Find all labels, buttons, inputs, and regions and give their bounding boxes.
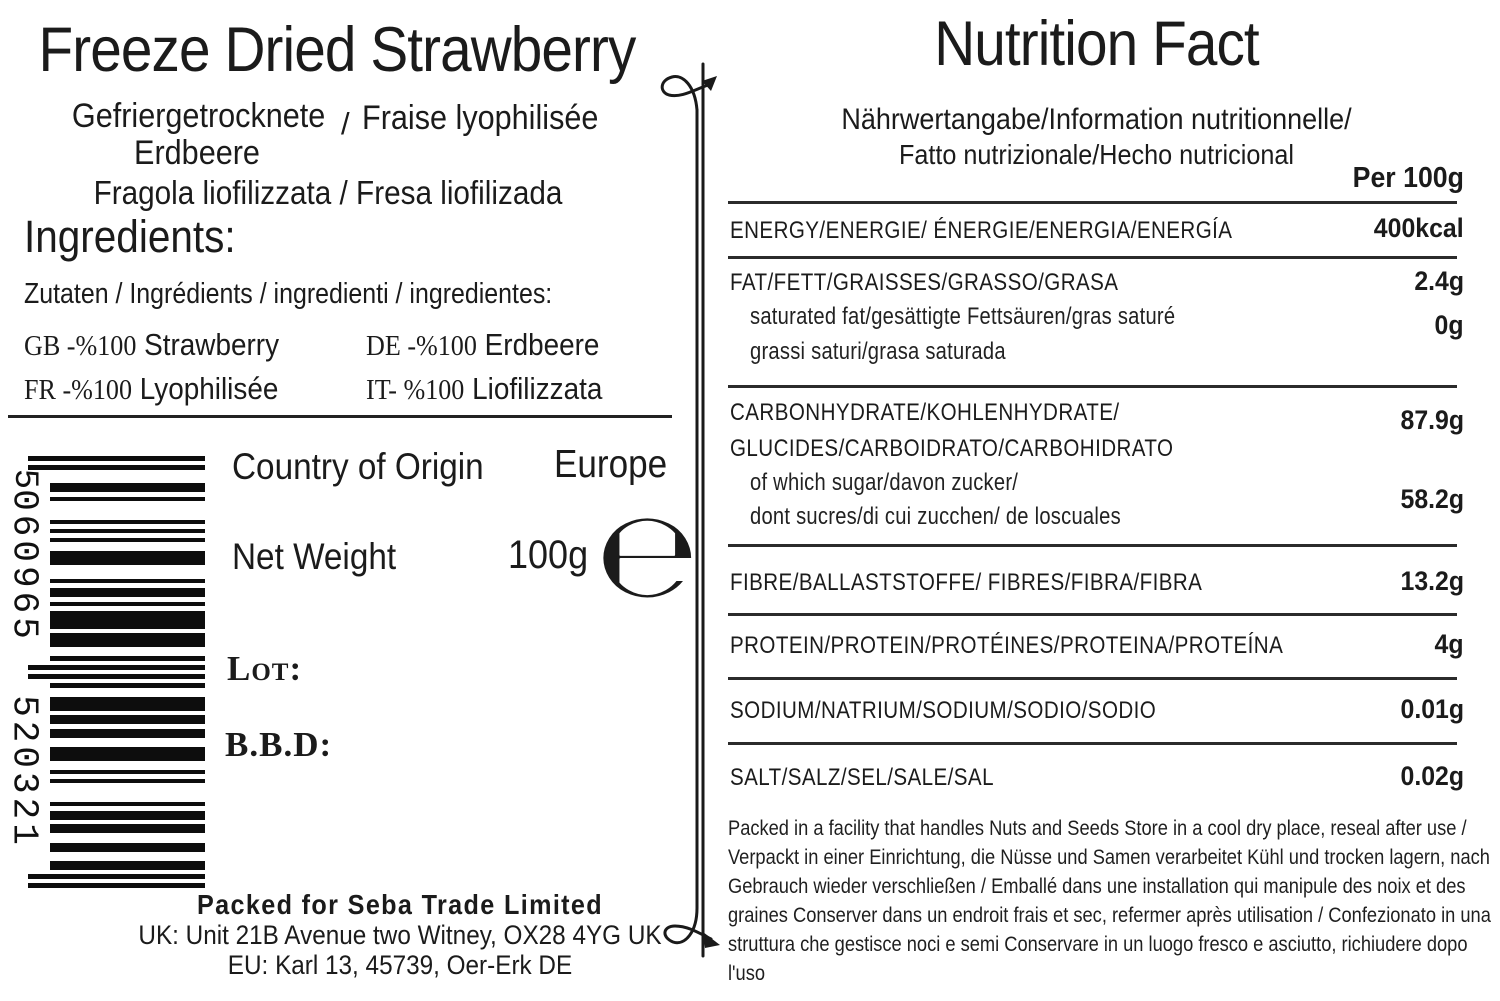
nutrition-subtitle-2: Fatto nutrizionale/Hecho nutricional bbox=[898, 139, 1295, 170]
nutrient-sub-sugar: of which sugar/davon zucker/ bbox=[750, 469, 1019, 496]
nutrient-label-sodium: SODIUM/NATRIUM/SODIUM/SODIO/SODIO bbox=[730, 697, 1157, 724]
lot-label: Lot: bbox=[227, 649, 303, 688]
ingredient-code: GB -%100 bbox=[24, 330, 137, 362]
ingredient-item-de bbox=[366, 327, 599, 363]
ingredient-item-it bbox=[366, 371, 602, 407]
ingredients-heading: Ingredients: bbox=[24, 211, 236, 262]
ingredient-name: Strawberry bbox=[144, 327, 280, 362]
nutrient-sub-sugar-2: dont sucres/di cui zucchen/ de loscuales bbox=[750, 503, 1121, 530]
barcode-digit-lead: 5 bbox=[5, 468, 43, 490]
product-subtitle-fr: Fraise lyophilisée bbox=[362, 99, 599, 137]
nutrition-title: Nutrition Fact bbox=[934, 9, 1259, 79]
ingredient-code: DE -%100 bbox=[366, 330, 477, 362]
ingredient-name: Erdbeere bbox=[484, 327, 600, 362]
table-rule bbox=[728, 385, 1457, 388]
table-rule bbox=[728, 544, 1457, 547]
barcode-digit-group2: 520321 bbox=[3, 695, 45, 849]
ingredient-code: FR -%100 bbox=[24, 374, 133, 406]
subtitle-slash: / bbox=[341, 106, 350, 141]
nutrient-value-protein: 4g bbox=[1435, 629, 1464, 659]
nutrient-value-sugar: 58.2g bbox=[1400, 484, 1464, 514]
nutrient-value-fat: 2.4g bbox=[1414, 266, 1464, 296]
nutrient-value-sodium: 0.01g bbox=[1400, 694, 1464, 724]
nutrient-label-salt: SALT/SALZ/SEL/SALE/SAL bbox=[730, 764, 994, 791]
packer-address-eu: EU: Karl 13, 45739, Oer-Erk DE bbox=[227, 950, 573, 980]
table-rule bbox=[728, 742, 1457, 745]
table-rule bbox=[728, 677, 1457, 680]
barcode-bars bbox=[28, 456, 205, 888]
nutrient-label-carbohydrate: CARBONHYDRATE/KOHLENHYDRATE/ bbox=[730, 399, 1120, 426]
left-panel bbox=[0, 0, 700, 1001]
nutrient-value-saturated-fat: 0g bbox=[1435, 310, 1464, 340]
nutrient-label-protein: PROTEIN/PROTEIN/PROTÉINES/PROTEINA/PROTEÍNA bbox=[730, 632, 1284, 659]
nutrient-label-carbohydrate-2: GLUCIDES/CARBOIDRATO/CARBOHIDRATO bbox=[730, 435, 1174, 462]
left-divider-rule bbox=[8, 415, 672, 418]
ingredient-code: IT- %100 bbox=[366, 374, 465, 406]
estimated-sign-icon: ℮ bbox=[596, 486, 699, 625]
ingredient-item-fr bbox=[24, 371, 278, 407]
packer-name: Packed for Seba Trade Limited bbox=[196, 889, 604, 920]
ingredient-name: Lyophilisée bbox=[139, 371, 279, 406]
ingredients-subheading: Zutaten / Ingrédients / ingredienti / ingredientes: bbox=[24, 278, 553, 310]
table-rule bbox=[728, 613, 1457, 616]
country-of-origin-value: Europe bbox=[554, 443, 668, 486]
table-rule bbox=[728, 256, 1457, 259]
nutrient-value-energy: 400kcal bbox=[1374, 213, 1464, 243]
subtitle-de-line1: Gefriergetrocknete bbox=[71, 97, 326, 135]
table-rule bbox=[728, 201, 1457, 204]
packer-address-uk: UK: Unit 21B Avenue two Witney, OX28 4YG UK bbox=[138, 920, 662, 950]
nutrition-subtitle-1: Nährwertangabe/Information nutritionnelle/ bbox=[841, 103, 1352, 136]
product-subtitle-de bbox=[71, 97, 326, 172]
nutrient-sub-saturated-fat-2: grassi saturi/grasa saturada bbox=[750, 338, 1006, 365]
subtitle-de-line2: Erdbeere bbox=[134, 134, 260, 172]
product-subtitle-it-es: Fragola liofilizzata / Fresa liofilizada bbox=[93, 174, 563, 211]
country-of-origin-label: Country of Origin bbox=[232, 446, 484, 487]
storage-note: Packed in a facility that handles Nuts and Seeds Store in a cool dry place, reseal after use / Verpackt in einer Einrichtung, die Nüsse und Samen verarbeitet Kühl und trocken lagern, nach Gebrauch wieder verschließen / Emballé dans une installation qui manipule des noix et des graines Conserver dans un endroit frais et sec, refermer après utilisation / Confezionato in una struttura che gestisce noci e semi Conservare in un luogo fresco e asciutto, richiudere dopo l'uso bbox=[728, 816, 1491, 985]
nutrient-value-salt: 0.02g bbox=[1400, 761, 1464, 791]
ingredient-name: Liofilizzata bbox=[472, 371, 603, 406]
nutrition-panel bbox=[728, 0, 1500, 1001]
ingredient-item-gb bbox=[24, 327, 279, 363]
nutrient-label-fibre: FIBRE/BALLASTSTOFFE/ FIBRES/FIBRA/FIBRA bbox=[730, 569, 1203, 596]
nutrient-label-energy: ENERGY/ENERGIE/ ÉNERGIE/ENERGIA/ENERGÍA bbox=[730, 217, 1233, 244]
net-weight-value: 100g bbox=[508, 533, 589, 577]
product-title: Freeze Dried Strawberry bbox=[38, 15, 636, 85]
nutrient-label-fat: FAT/FETT/GRAISSES/GRASSO/GRASA bbox=[730, 269, 1119, 296]
best-before-date-label: B.B.D: bbox=[225, 725, 333, 764]
nutrient-value-carbohydrate: 87.9g bbox=[1400, 405, 1464, 435]
nutrient-sub-saturated-fat: saturated fat/gesättigte Fettsäuren/gras saturé bbox=[750, 303, 1176, 330]
barcode-digit-group1: 060965 bbox=[3, 489, 45, 643]
net-weight-label: Net Weight bbox=[232, 536, 397, 577]
nutrient-value-fibre: 13.2g bbox=[1400, 566, 1464, 596]
per-100g-label: Per 100g bbox=[1352, 162, 1464, 194]
